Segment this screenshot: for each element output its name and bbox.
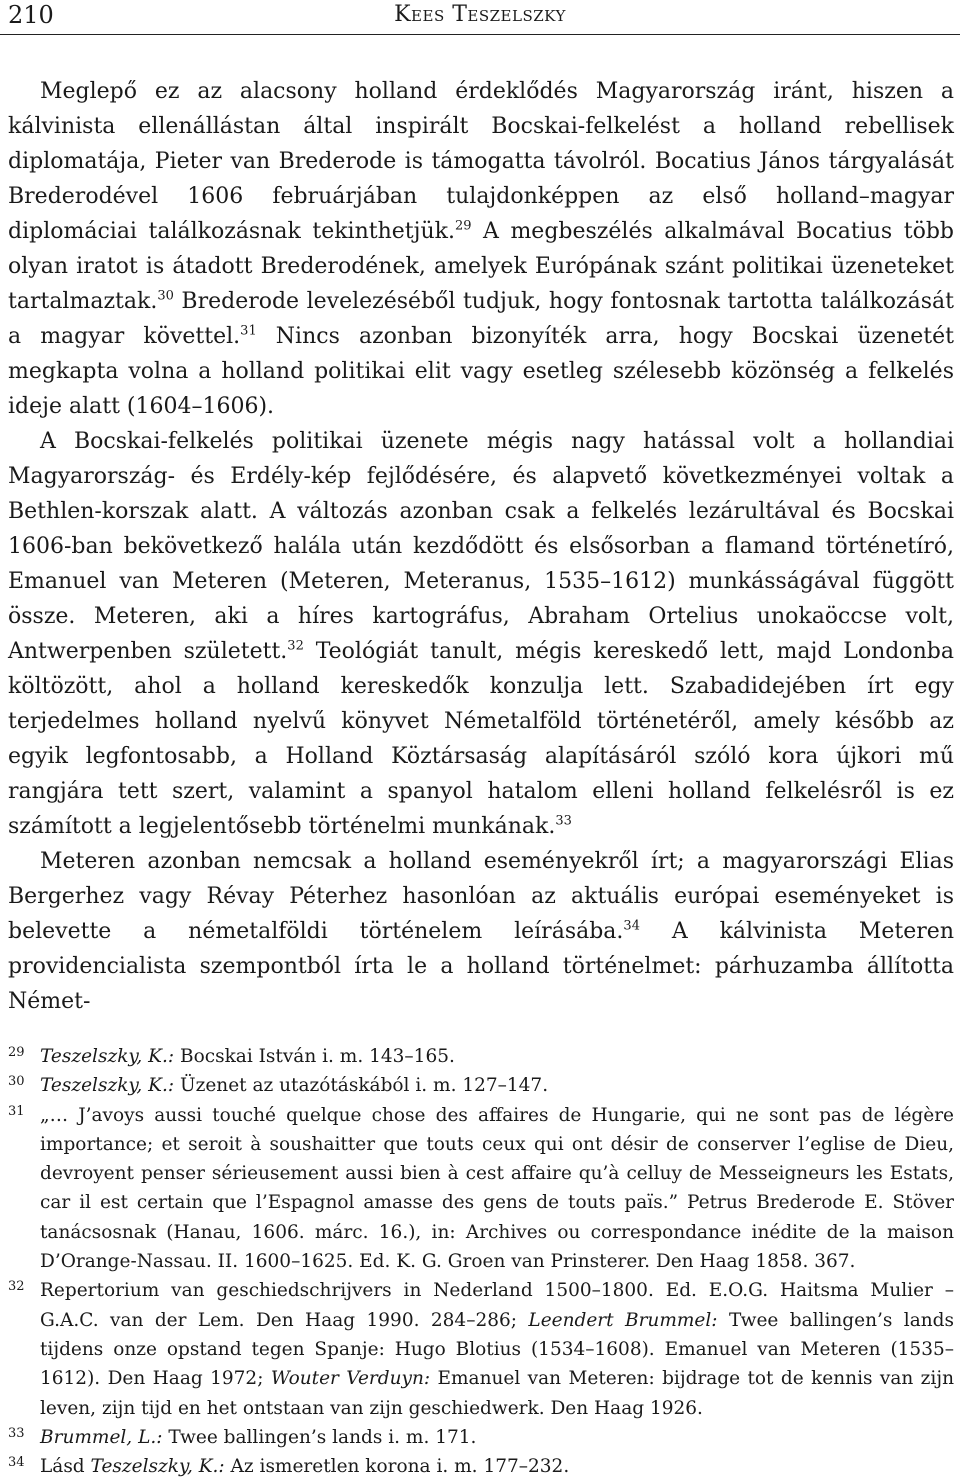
footnote-ref-34[interactable]: 34 <box>623 918 640 934</box>
footnote-number: 31 <box>8 1103 25 1119</box>
footnote-ref-33[interactable]: 33 <box>555 813 572 829</box>
paragraph-1 <box>8 74 954 424</box>
page-header <box>0 0 960 30</box>
footnote-ref-30[interactable]: 30 <box>157 288 174 304</box>
footnote-text: Emanuel van Meteren: bijdrage tot de kennis van zijn leven, zijn tijd en het ontstaan van zijn geschiedwerk. Den Haag 1926. <box>40 1368 954 1419</box>
footnote-number: 30 <box>8 1074 25 1090</box>
footnote-34 <box>8 1452 954 1481</box>
footnote-author: Teszelszky, K.: <box>40 1046 175 1067</box>
p1-text-c: Brederode levelezéséből tudjuk, hogy fontosnak tartotta találkozását a magyar követtel. <box>8 289 954 349</box>
footnote-text: Twee ballingen’s lands tijdens onze opstand tegen Spanje: Hugo Blotius (1534–1608). Emanuel van Meteren (1535–1612). Den Haag 1972; <box>40 1309 954 1390</box>
page-number: 210 <box>8 1 54 29</box>
footnote-number: 34 <box>8 1455 25 1471</box>
p3-text-a: Meteren azonban nemcsak a holland eseményekről írt; a magyarországi Elias Bergerhez vagy Révay Péterhez hasonlóan az aktuális európai eseményeket is belevette a németalföldi történelem leírásába. <box>8 849 954 944</box>
p1-text-d: Nincs azonban bizonyíték arra, hogy Bocskai üzenetét megkapta volna a holland politikai elit vagy esetleg szélesebb közönség a felkelés ideje alatt (1604–1606). <box>8 324 954 419</box>
footnote-number: 29 <box>8 1045 25 1060</box>
footnote-author: Wouter Verduyn: <box>270 1368 431 1390</box>
footnote-author: Brummel, L.: <box>40 1426 163 1448</box>
running-title: Kees Teszelszky <box>394 2 566 27</box>
p1-text-a: Meglepő ez az alacsony holland érdeklődés Magyarország iránt, hiszen a kálvinista ellenállástan által inspirált Bocskai-felkelést a holland rebellisek diplomatája, Pieter van Brederode is támogatta távolról. Bocatius János tárgyalását Brederodével 1606 februárjában tulajdonképpen az első holland–magyar diplomáciai találkozásnak tekinthetjük. <box>8 79 954 244</box>
footnote-text: Bocskai István i. m. 143–165. <box>174 1046 455 1067</box>
footnotes <box>8 1042 954 1481</box>
footnote-text: Üzenet az utazótáskából i. m. 127–147. <box>174 1075 549 1097</box>
footnote-author: Teszelszky, K.: <box>90 1456 225 1478</box>
footnote-30 <box>8 1071 954 1100</box>
footnote-29 <box>8 1042 954 1071</box>
footnote-32 <box>8 1276 954 1422</box>
footnote-ref-31[interactable]: 31 <box>240 323 257 339</box>
footnote-33 <box>8 1423 954 1452</box>
footnote-author: Teszelszky, K.: <box>40 1075 175 1097</box>
footnote-number: 33 <box>8 1425 25 1441</box>
footnote-text: „… J’avoys aussi touché quelque chose des affaires de Hungarie, qui ne sont pas de légère importance; et seroit à soushaitter que touts ceux qui ont désir de conserver l’eglise de Dieu, devroyent penser sérieusement aussi bien à cest affaire qu’à celluy de Messeigneurs les Estats, car il est certain que l’Espagnol amasse des gens de touts païs.” Petrus Brederode E. Stöver tanácsosnak (Hanau, 1606. márc. 16.), in: Archives ou correspondance inédite de la maison D’Orange-Nassau. II. 1600–1625. Ed. K. G. Groen van Prinsterer. Den Haag 1858. 367. <box>40 1104 954 1273</box>
p2-text-a: A Bocskai-felkelés politikai üzenete mégis nagy hatással volt a hollandiai Magyarország- és Erdély-kép fejlődésére, és alapvető következményei voltak a Bethlen-korszak alatt. A változás azonban csak a felkelés lezárultával és Bocskai 1606-ban bekövetkező halála után kezdődött és elsősorban a flamand történetíró, Emanuel van Meteren (Meteren, Meteranus, 1535–1612) munkásságával függött össze. Meteren, aki a híres kartográfus, Abraham Ortelius unokaöccse volt, Antwerpenben született. <box>8 429 954 664</box>
main-text <box>8 74 954 1019</box>
p2-text-b: Teológiát tanult, mégis kereskedő lett, majd Londonba költözött, ahol a holland kereskedők konzulja lett. Szabadidejében írt egy terjedelmes holland nyelvű könyvet Németalföld történetéről, amely később az egyik legfontosabb, a Holland Köztársaság alapításáról szóló kora újkori mű rangjára tett szert, valamint a spanyol hatalom elleni holland felkelésről is ez számított a legjelentősebb történelmi munkának. <box>8 639 954 839</box>
footnote-31 <box>8 1101 954 1277</box>
paragraph-3 <box>8 844 954 1019</box>
footnote-text: Twee ballingen’s lands i. m. 171. <box>162 1426 477 1448</box>
footnote-author: Leendert Brummel: <box>528 1309 718 1331</box>
footnote-text: Repertorium van geschiedschrijvers in Nederland 1500–1800. Ed. E.O.G. Haitsma Mulier – G.A.C. van der Lem. Den Haag 1990. 284–286; <box>40 1280 954 1331</box>
p3-text-b: A kálvinista Meteren providencialista szempontból írta le a holland történelmet: párhuzamba állította Német- <box>8 919 954 1014</box>
footnote-ref-32[interactable]: 32 <box>287 638 304 654</box>
paragraph-2 <box>8 424 954 844</box>
footnote-number: 32 <box>8 1279 25 1295</box>
footnote-ref-29[interactable]: 29 <box>454 218 472 234</box>
footnote-text: Az ismeretlen korona i. m. 177–232. <box>224 1456 570 1478</box>
p1-text-b: A megbeszélés alkalmával Bocatius több olyan iratot is átadott Brederodének, amelyek Európának szánt politikai üzeneteket tartalmaztak. <box>8 219 954 314</box>
footnote-text: Lásd <box>40 1456 91 1478</box>
header-rule <box>0 34 960 35</box>
